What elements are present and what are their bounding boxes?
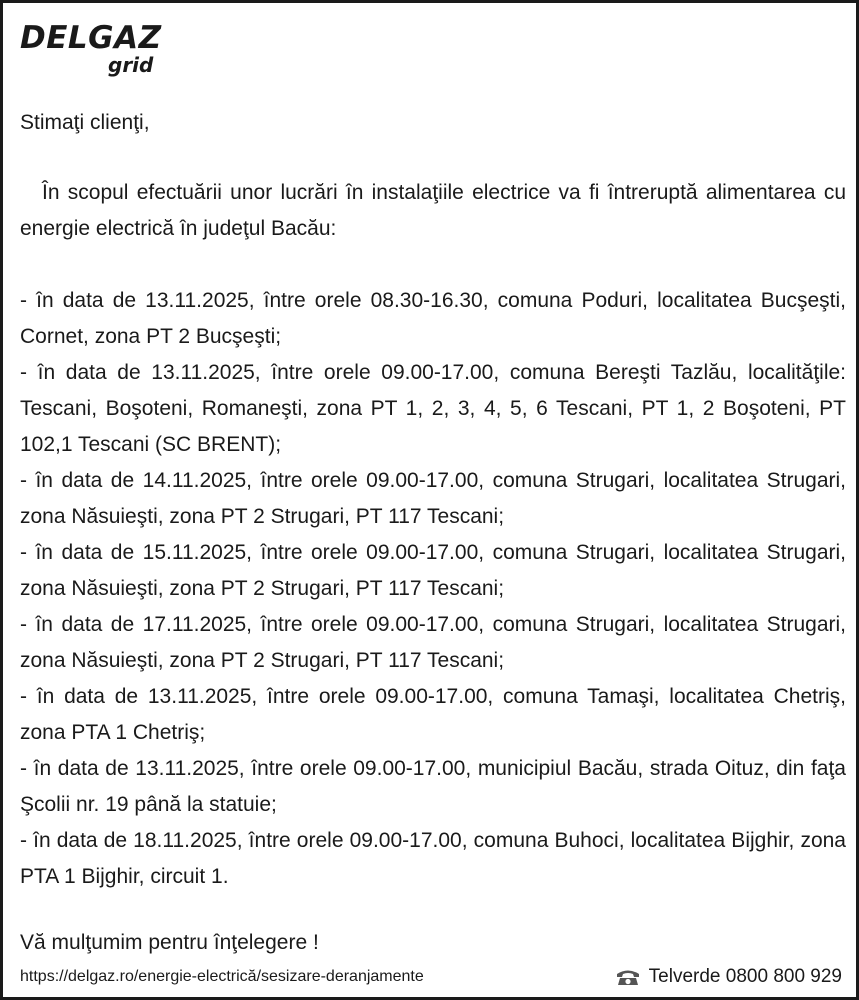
outage-item: - în data de 13.11.2025, între orele 09.00-17.00, comuna Tamaşi, localitatea Chetriş, zona PTA 1 Chetriş; [20,685,846,744]
logo-sub-text: grid [108,53,154,77]
delgaz-grid-logo [20,20,180,81]
outage-item: - în data de 17.11.2025, între orele 09.00-17.00, comuna Strugari, localitatea Strugari, zona Năsuieşti, zona PT 2 Strugari, PT 117 Tescani; [20,613,846,672]
telephone-icon [615,967,641,987]
footer-url-link[interactable]: https://delgaz.ro/energie-electrică/sesizare-deranjamente [20,968,424,985]
outage-item: - în data de 13.11.2025, între orele 08.30-16.30, comuna Poduri, localitatea Bucşeşti, Cornet, zona PT 2 Bucşeşti; [20,289,846,348]
greeting: Stimaţi clienţi, [20,111,150,134]
phone-number: Telverde 0800 800 929 [648,966,842,987]
footer [20,963,842,993]
outage-list [20,283,846,895]
thanks-line: Vă mulţumim pentru înţelegere ! [20,931,319,954]
outage-item: - în data de 13.11.2025, între orele 09.00-17.00, municipiul Bacău, strada Oituz, din faţa Şcolii nr. 19 până la statuie; [20,757,846,816]
outage-item: - în data de 15.11.2025, între orele 09.00-17.00, comuna Strugari, localitatea Strugari, zona Năsuieşti, zona PT 2 Strugari, PT 117 Tescani; [20,541,846,600]
outage-item: - în data de 18.11.2025, între orele 09.00-17.00, comuna Buhoci, localitatea Bijghir, zona PTA 1 Bijghir, circuit 1. [20,829,846,888]
outage-item: - în data de 13.11.2025, între orele 09.00-17.00, comuna Bereşti Tazlău, localităţile: Tescani, Boşoteni, Romaneşti, zona PT 1, 2, 3, 4, 5, 6 Tescani, PT 1, 2 Boşoteni, PT 102,1 Tescani (SC BRENT); [20,361,846,456]
outage-item: - în data de 14.11.2025, între orele 09.00-17.00, comuna Strugari, localitatea Strugari, zona Năsuieşti, zona PT 2 Strugari, PT 117 Tescani; [20,469,846,528]
intro-paragraph: În scopul efectuării unor lucrări în instalaţiile electrice va fi întreruptă alimentarea cu energie electrică în judeţul Bacău: [20,181,846,240]
footer-phone [615,963,842,991]
logo-main-text: DELGAZ [20,20,162,56]
